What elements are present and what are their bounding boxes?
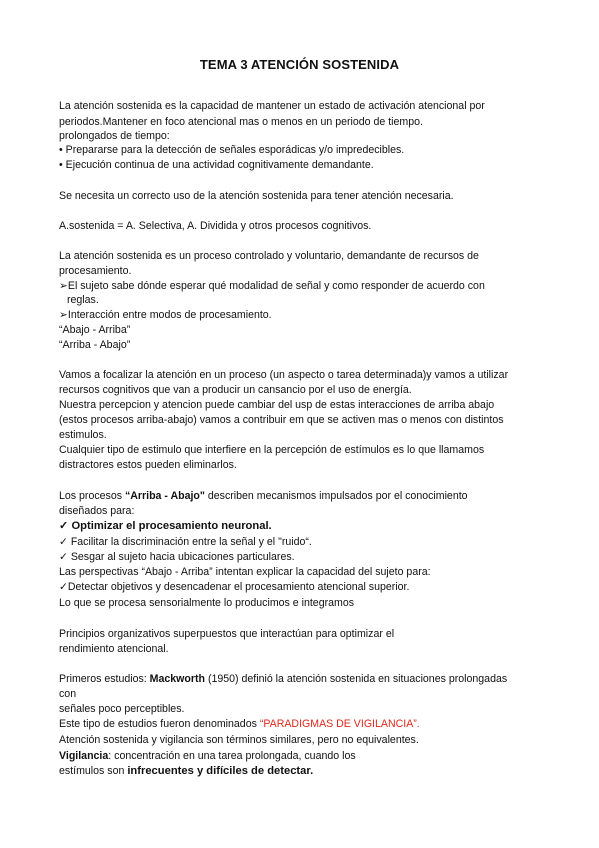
text-line: recursos cognitivos que van a producir un cansancio por el uso de energía.: [59, 384, 412, 396]
text-run: Este tipo de estudios fueron denominados: [59, 718, 260, 730]
text-line: “Arriba - Abajo”: [59, 339, 131, 351]
text-line: Principios organizativos superpuestos que interactúan para optimizar el: [59, 628, 395, 640]
bold-text: Mackworth: [149, 673, 206, 685]
text-run: Los procesos: [59, 490, 125, 502]
arrow-item: ➢El sujeto sabe dónde esperar qué modalidad de señal y como responder de acuerdo con: [59, 280, 485, 292]
text-line: con: [59, 688, 77, 700]
check-item: ✓ Sesgar al sujeto hacia ubicaciones particulares.: [59, 551, 295, 563]
bold-text: “Arriba - Abajo": [124, 490, 205, 502]
document-title: TEMA 3 ATENCIÓN SOSTENIDA: [199, 57, 400, 72]
text-line: reglas.: [67, 294, 99, 306]
text-line: La atención sostenida es la capacidad de mantener un estado de activación atencional por: [59, 100, 485, 112]
bullet-item: • Prepararse para la detección de señales esporádicas y/o impredecibles.: [59, 144, 405, 156]
text-line: “Abajo - Arriba”: [59, 324, 131, 336]
text-line: (estos procesos arriba-abajo) vamos a contribuir em que se activen mas o menos con distintos: [59, 414, 504, 426]
text-line: prolongados de tiempo:: [59, 130, 170, 142]
text-run: Primeros estudios:: [59, 673, 150, 685]
bold-text: Vigilancia: [59, 750, 109, 762]
text-run: : concentración en una tarea prolongada, cuando los: [108, 750, 356, 762]
text-line: Lo que se procesa sensorialmente lo producimos e integramos: [59, 597, 355, 609]
text-line: Atención sostenida y vigilancia son términos similares, pero no equivalentes.: [59, 734, 419, 746]
text-line: periodos.Mantener en foco atencional mas o menos en un periodo de tiempo.: [59, 116, 423, 128]
text-line: A.sostenida = A. Selectiva, A. Dividida y otros procesos cognitivos.: [59, 220, 372, 232]
text-line: Nuestra percepcion y atencion puede cambiar del usp de estas interacciones de arriba abajo: [59, 399, 495, 411]
text-line: [59, 718, 420, 731]
text-line: La atención sostenida es un proceso controlado y voluntario, demandante de recursos de: [59, 250, 479, 262]
text-line: procesamiento.: [59, 265, 132, 277]
text-line: Se necesita un correcto uso de la atención sostenida para tener atención necesaria.: [59, 190, 454, 202]
check-item: ✓ Facilitar la discriminación entre la señal y el "ruido“.: [59, 536, 312, 548]
text-line: [59, 750, 356, 763]
text-line: distractores estos pueden eliminarlos.: [59, 459, 237, 471]
text-run: (1950) definió la atención sostenida en situaciones prolongadas: [205, 673, 508, 685]
text-line: Vamos a focalizar la atención en un proceso (un aspecto o tarea determinada)y vamos a utilizar: [59, 369, 509, 381]
text-line: [59, 673, 507, 686]
text-run: estímulos son: [59, 765, 128, 777]
text-line: diseñados para:: [59, 505, 135, 517]
text-line: [59, 765, 313, 778]
text-run: describen mecanismos impulsados por el conocimiento: [204, 490, 468, 502]
text-line: Cualquier tipo de estimulo que interfiere en la percepción de estímulos es lo que llamamos: [59, 444, 485, 456]
bullet-item: • Ejecución continua de una actividad cognitivamente demandante.: [59, 159, 374, 171]
text-line: rendimiento atencional.: [59, 643, 169, 655]
text-line: Las perspectivas “Abajo - Arriba” intentan explicar la capacidad del sujeto para:: [59, 566, 431, 578]
text-line: estimulos.: [59, 429, 107, 441]
text-line: señales poco perceptibles.: [59, 703, 185, 715]
text-line: [59, 490, 468, 503]
check-item: ✓Detectar objetivos y desencadenar el procesamiento atencional superior.: [59, 581, 410, 593]
arrow-item: ➢Interacción entre modos de procesamiento.: [59, 309, 272, 321]
check-item: ✓ Optimizar el procesamiento neuronal.: [59, 520, 272, 532]
highlighted-text: “PARADIGMAS DE VIGILANCIA”.: [259, 718, 420, 730]
bold-text: infrecuentes y difíciles de detectar.: [127, 765, 314, 777]
